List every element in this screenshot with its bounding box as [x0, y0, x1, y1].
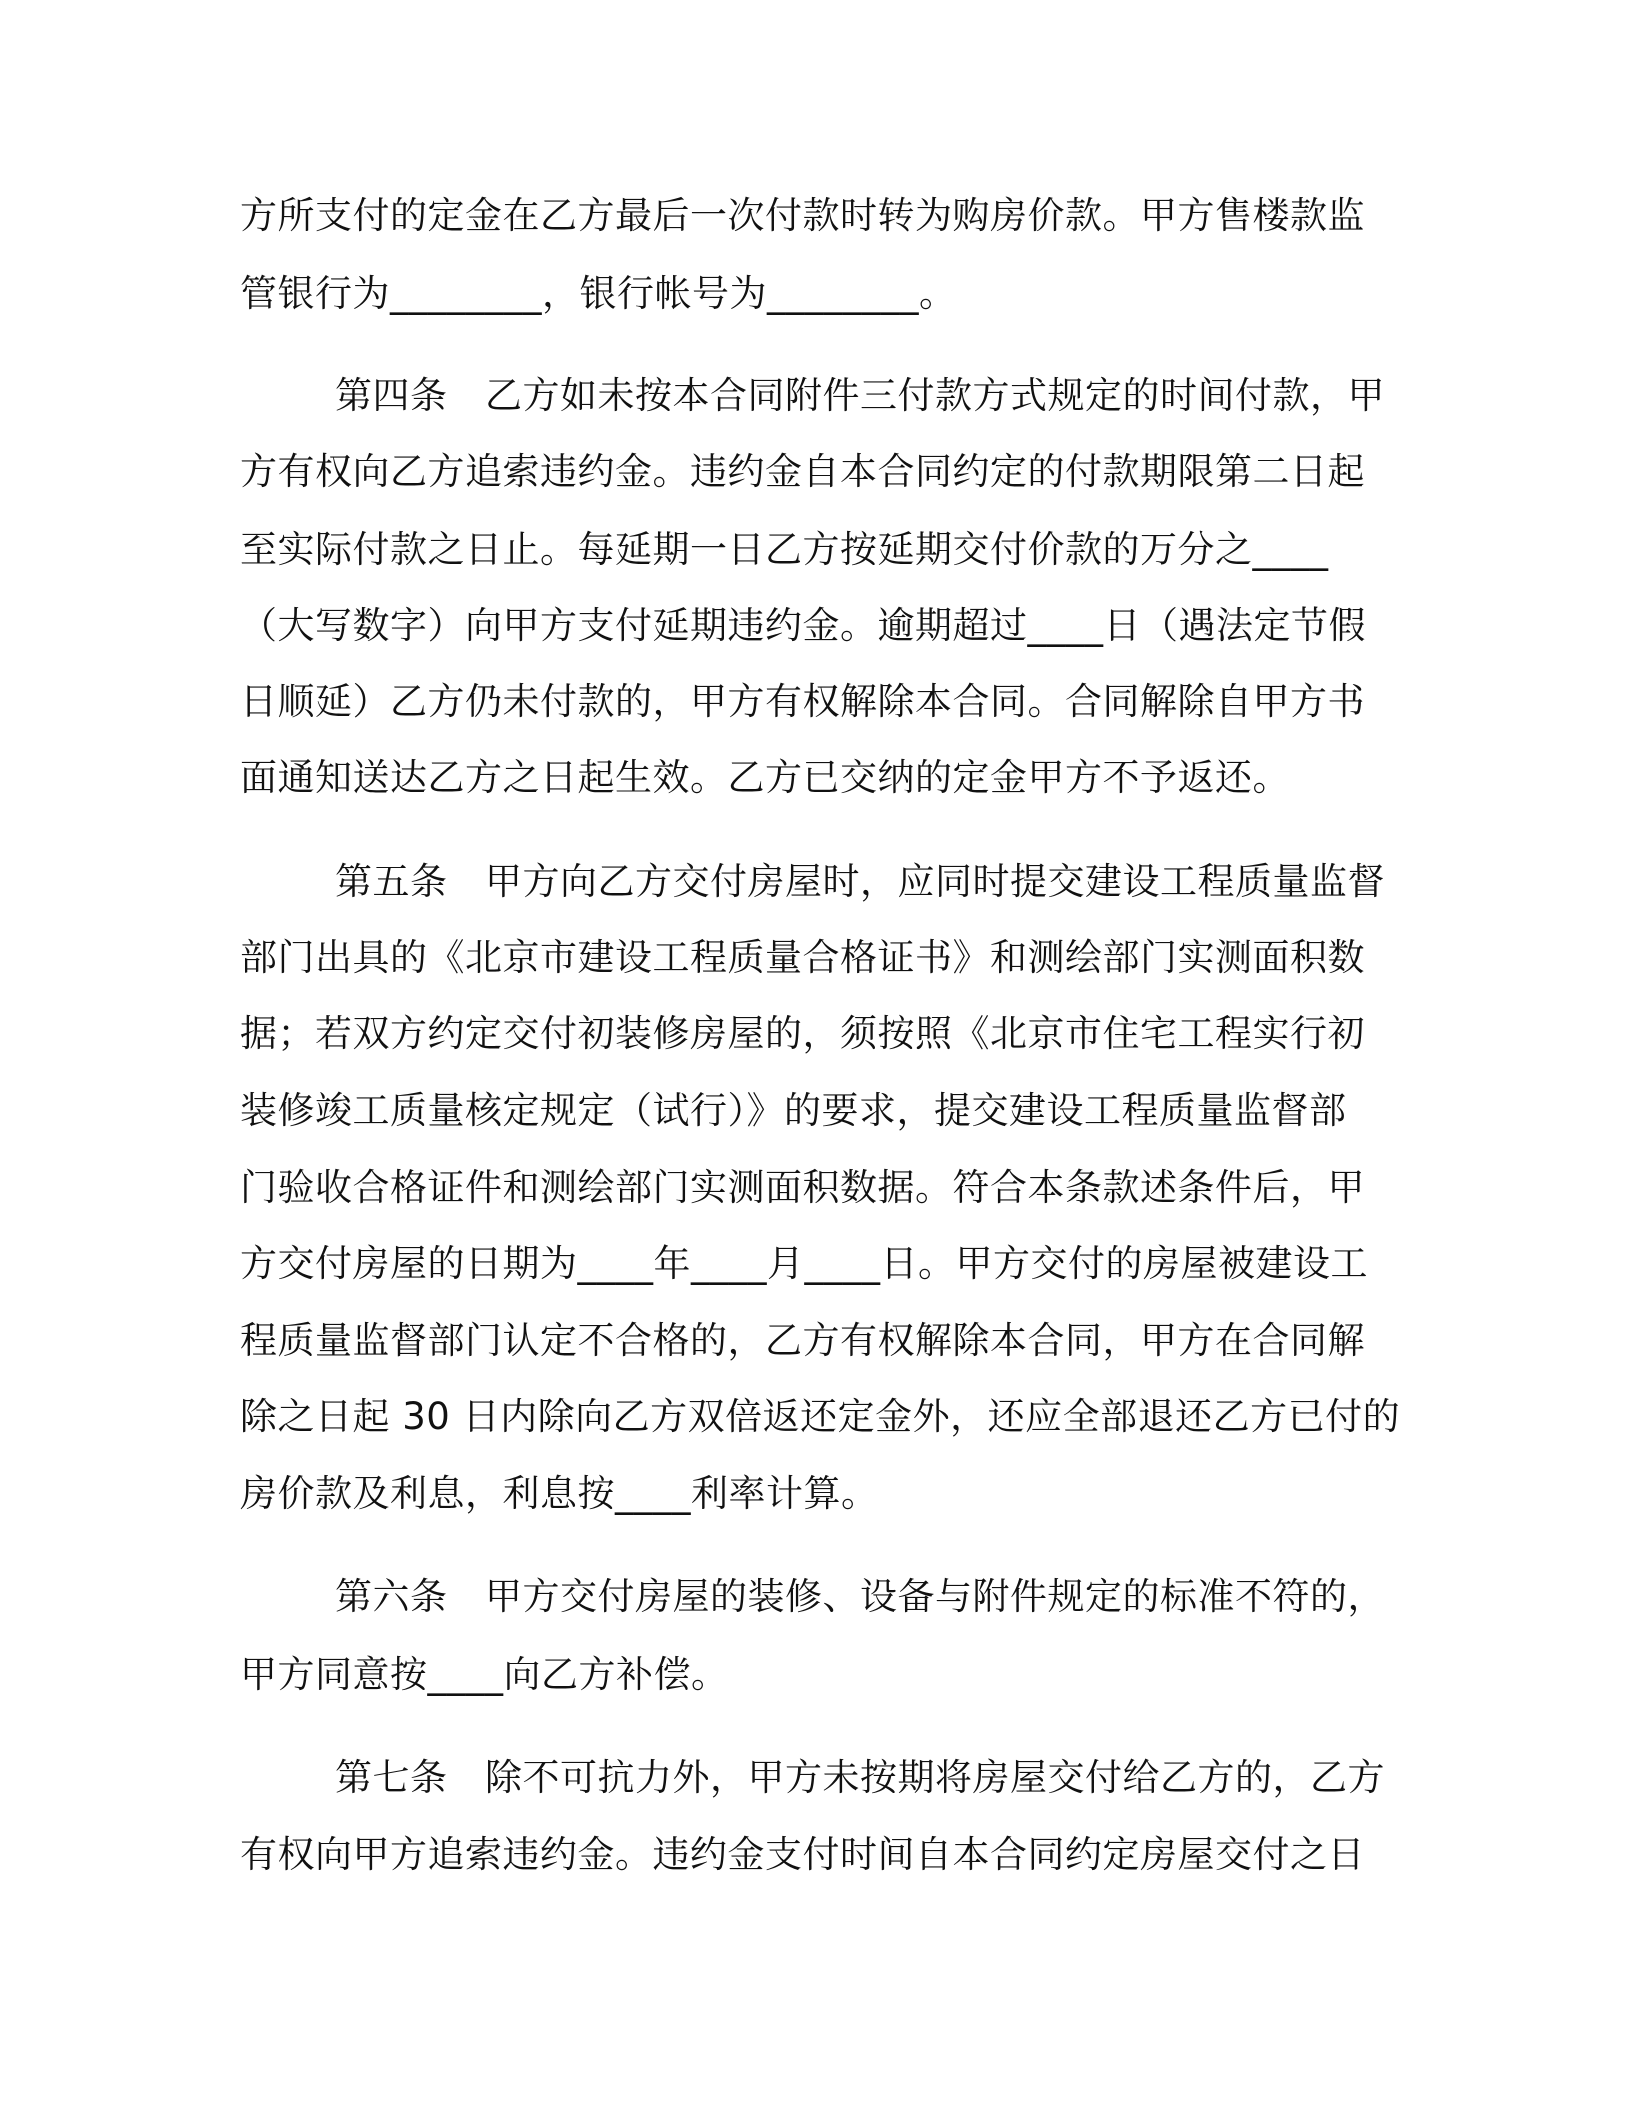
text-line: 至实际付款之日止。每延期一日乙方按延期交付价款的万分之____	[240, 528, 1329, 571]
text-line: 有权向甲方追索违约金。违约金支付时间自本合同约定房屋交付之日	[240, 1833, 1365, 1876]
article-4-heading-line: 第四条 乙方如未按本合同附件三付款方式规定的时间付款，甲	[335, 374, 1385, 417]
text-line: 部门出具的《北京市建设工程质量合格证书》和测绘部门实测面积数	[240, 936, 1365, 979]
text-line: 门验收合格证件和测绘部门实测面积数据。符合本条款述条件后，甲	[240, 1166, 1365, 1209]
text-line: （大写数字）向甲方支付延期违约金。逾期超过____日（遇法定节假	[240, 604, 1366, 647]
text-line: 方所支付的定金在乙方最后一次付款时转为购房价款。甲方售楼款监	[240, 194, 1365, 237]
text-line: 房价款及利息，利息按____利率计算。	[240, 1472, 879, 1515]
text-line: 除之日起 30 日内除向乙方双倍返还定金外，还应全部退还乙方已付的	[240, 1395, 1401, 1438]
text-line: 管银行为________，银行帐号为________。	[240, 272, 957, 315]
text-line: 据；若双方约定交付初装修房屋的，须按照《北京市住宅工程实行初	[240, 1012, 1365, 1055]
text-line: 装修竣工质量核定规定（试行）》的要求，提交建设工程质量监督部	[240, 1089, 1347, 1132]
article-5-heading-line: 第五条 甲方向乙方交付房屋时，应同时提交建设工程质量监督	[335, 860, 1385, 903]
text-line: 日顺延）乙方仍未付款的，甲方有权解除本合同。合同解除自甲方书	[240, 680, 1365, 723]
text-line: 甲方同意按____向乙方补偿。	[240, 1653, 729, 1696]
text-line: 方交付房屋的日期为____年____月____日。甲方交付的房屋被建设工	[240, 1242, 1368, 1285]
text-line: 方有权向乙方追索违约金。违约金自本合同约定的付款期限第二日起	[240, 450, 1365, 493]
article-7-heading-line: 第七条 除不可抗力外，甲方未按期将房屋交付给乙方的，乙方	[335, 1756, 1385, 1799]
text-line: 程质量监督部门认定不合格的，乙方有权解除本合同，甲方在合同解	[240, 1319, 1365, 1362]
text-line: 面通知送达乙方之日起生效。乙方已交纳的定金甲方不予返还。	[240, 756, 1290, 799]
article-6-heading-line: 第六条 甲方交付房屋的装修、设备与附件规定的标准不符的，	[335, 1575, 1385, 1618]
